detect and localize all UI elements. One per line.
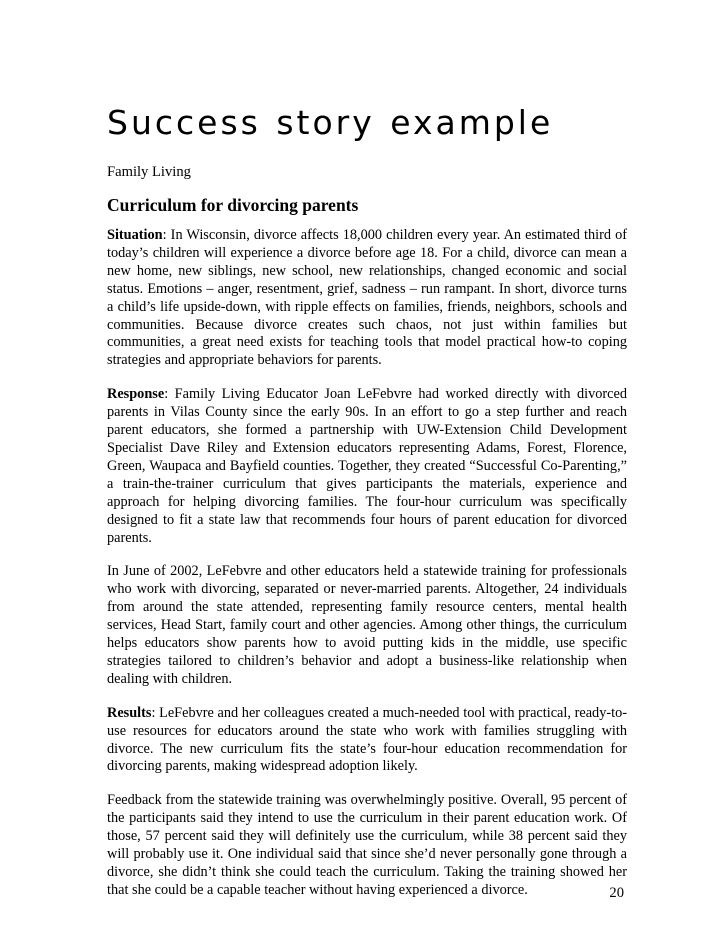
paragraph-lead: Response	[107, 386, 165, 403]
paragraph-training	[107, 563, 627, 688]
paragraph-text: In June of 2002, LeFebvre and other educators held a statewide training for professionals who work with divorcing, separated or never-married parents. Altogether, 24 individuals from around the state attended, representing family resource centers, mental health services, Head Start, family court and other agencies. Among other things, the curriculum helps educators show parents how to avoid putting kids in the middle, use specific strategies tailored to children’s behavior and adopt a business-like relationship when dealing with children.	[107, 563, 627, 687]
paragraph-lead: Situation	[107, 227, 163, 243]
paragraph-text: : Family Living Educator Joan LeFebvre had worked directly with divorced parents in Vilas County since the early 90s. In an effort to go a step further and reach parent educators, she formed a partnership with UW-Extension Child Development Specialist Dave Riley and Extension educators representing Adams, Forest, Florence, Green, Waupaca and Bayfield counties. Together, they created “Successful Co-Parenting,” a train-the-trainer curriculum that gives participants the materials, experience and approach for helping divorcing families. The four-hour curriculum was specifically designed to fit a state law that recommends four hours of parent education for divorced parents.	[107, 386, 627, 546]
paragraph-text: Feedback from the statewide training was overwhelmingly positive. Overall, 95 percent of the participants said they intend to use the curriculum in their parent education work. Of those, 57 percent said they will definitely use the curriculum, while 38 percent said they will probably use it. One individual said that since she’d never personally gone through a divorce, she didn’t think she could teach the curriculum. Taking the training showed her that she could be a capable teacher without having experienced a divorce.	[107, 792, 627, 898]
paragraph-text: : LeFebvre and her colleagues created a much-needed tool with practical, ready-to-use resources for educators around the state who work with families struggling with divorce. The new curriculum fits the state’s four-hour education recommendation for divorcing parents, making widespread adoption likely.	[107, 704, 627, 775]
paragraph-lead: Results	[107, 704, 152, 721]
story-heading: Curriculum for divorcing parents	[107, 195, 359, 215]
paragraph-situation	[107, 227, 627, 370]
paragraph-feedback	[107, 792, 627, 899]
paragraph-text: : In Wisconsin, divorce affects 18,000 children every year. An estimated third of today’s children will experience a divorce before age 18. For a child, divorce can mean a new home, new siblings, new school, new relationships, changed economic and social status. Emotions – anger, resentment, grief, sadness – run rampant. In short, divorce turns a child’s life upside-down, with ripple effects on families, friends, neighbors, schools and communities. Because divorce creates such chaos, not just within families but communities, a great need exists for teaching tools that model practical how-to coping strategies and appropriate behaviors for parents.	[107, 227, 627, 369]
paragraph-response	[107, 386, 627, 547]
story-body	[107, 227, 627, 916]
paragraph-results	[107, 705, 627, 777]
page-number: 20	[609, 885, 624, 901]
page-title: Success story example	[107, 103, 554, 142]
program-subtitle: Family Living	[107, 164, 191, 180]
